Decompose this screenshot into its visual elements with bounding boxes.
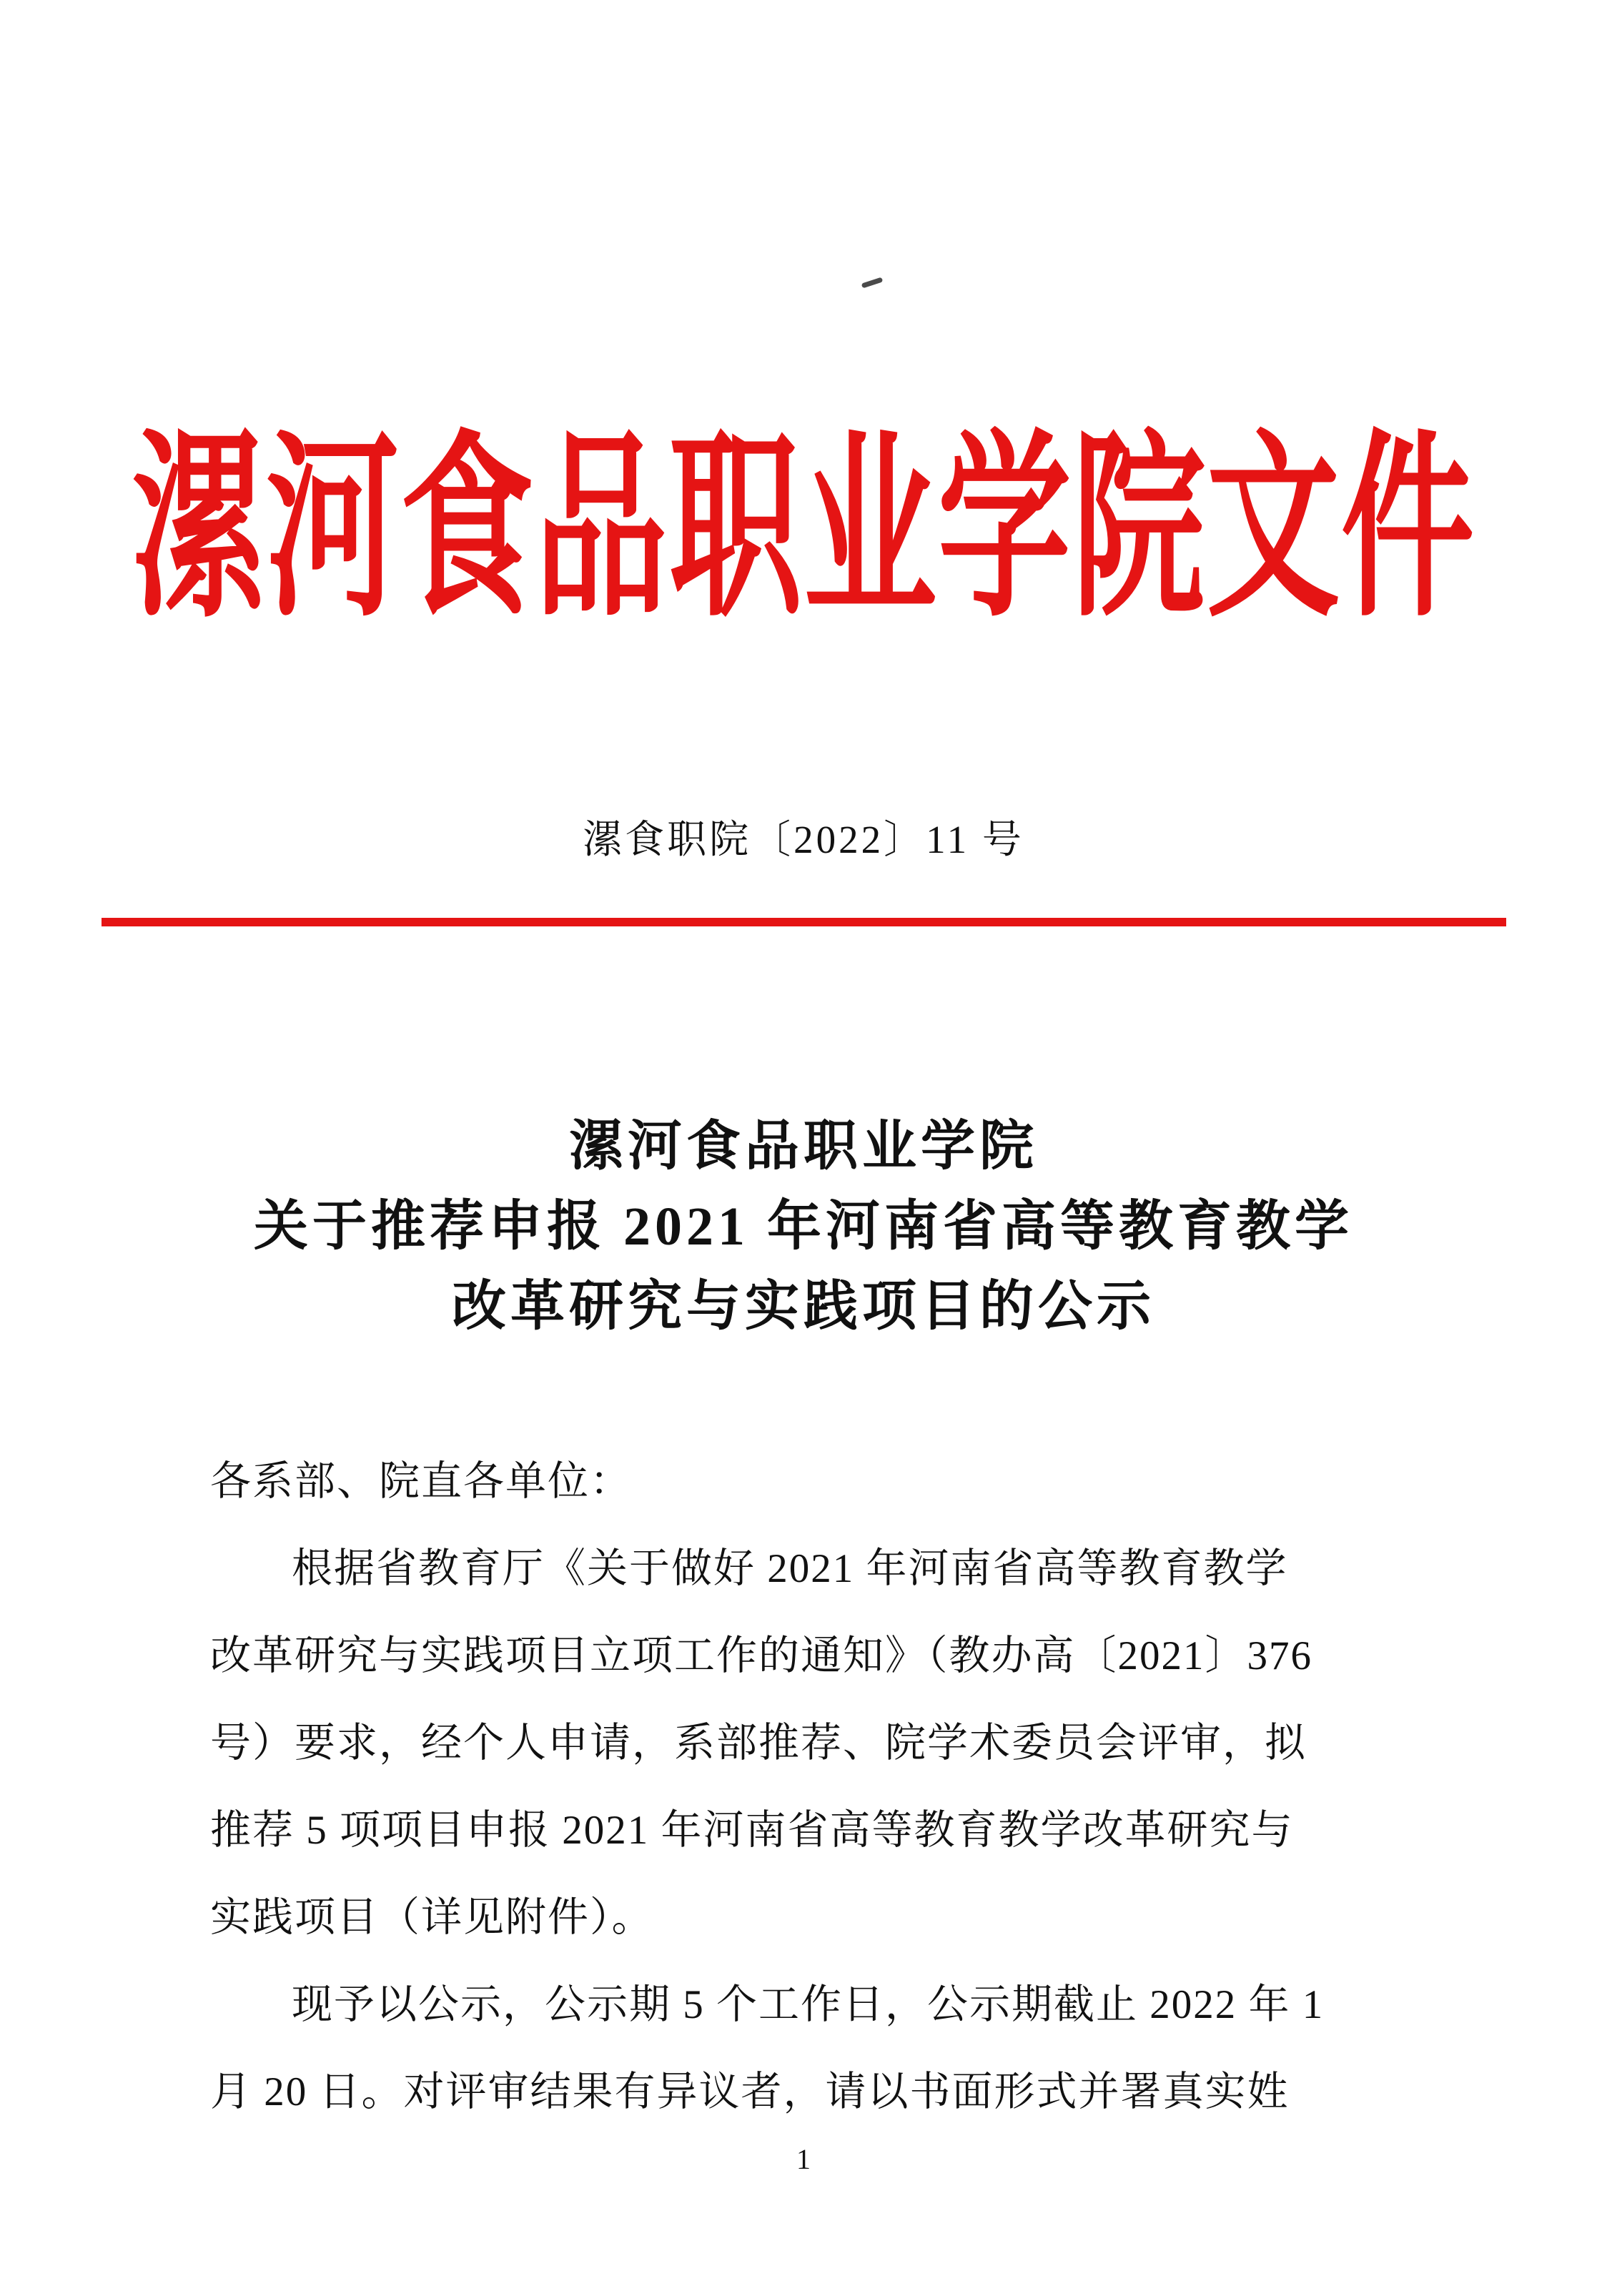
body-line: 号）要求，经个人申请，系部推荐、院学术委员会评审，拟 <box>210 1721 1307 1766</box>
title-line-3: 改革研究与实践项目的公示 <box>452 1277 1155 1337</box>
page-footer <box>0 2143 1607 2176</box>
document-body <box>210 1438 1397 2136</box>
masthead <box>0 0 1607 640</box>
doc-number: 漯食职院〔2022〕11 号 <box>583 818 1024 861</box>
masthead-title: 漯河食品职业学院文件 <box>131 419 1475 640</box>
title-line-1: 漯河食品职业学院 <box>569 1117 1038 1177</box>
body-line: 改革研究与实践项目立项工作的通知》（教办高〔2021〕376 <box>210 1633 1312 1678</box>
salutation-line: 各系部、院直各单位： <box>210 1459 632 1504</box>
title-line-2: 关于推荐申报 2021 年河南省高等教育教学 <box>254 1197 1353 1257</box>
red-divider-rule <box>102 918 1506 926</box>
body-line: 月 20 日。对评审结果有异议者，请以书面形式并署真实姓 <box>210 2069 1290 2114</box>
document-title <box>0 1107 1607 1347</box>
body-line: 根据省教育厅《关于做好 2021 年河南省高等教育教学 <box>292 1546 1288 1591</box>
body-line: 推荐 5 项项目申报 2021 年河南省高等教育教学改革研究与 <box>210 1808 1294 1853</box>
body-line: 现予以公示，公示期 5 个工作日，公示期截止 2022 年 1 <box>292 1982 1325 2027</box>
body-line: 实践项目（详见附件）。 <box>210 1895 654 1940</box>
page-number: 1 <box>796 2143 811 2175</box>
